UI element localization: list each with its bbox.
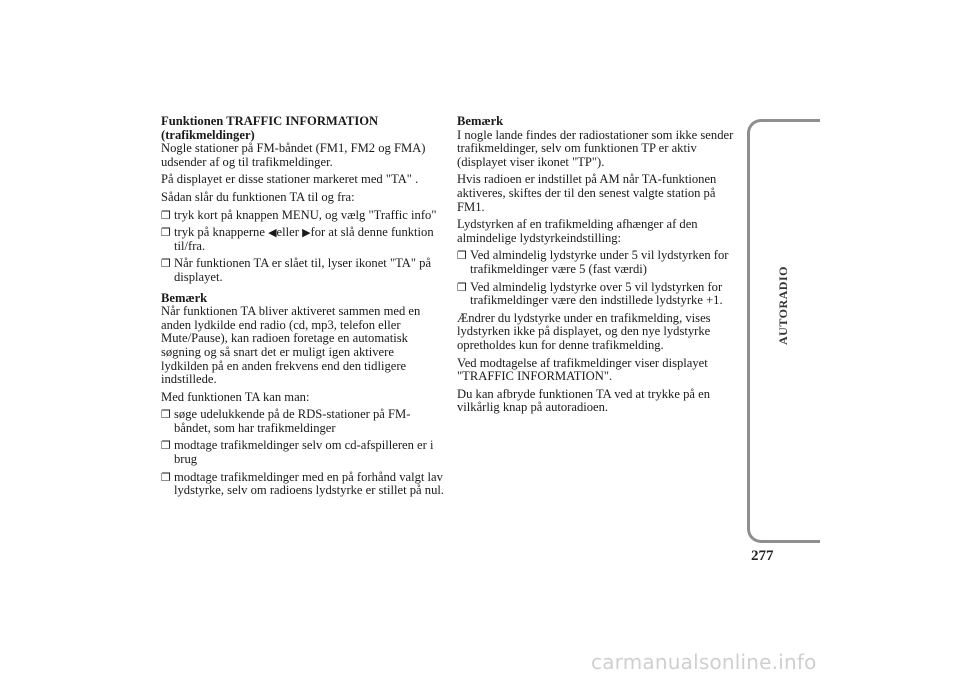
paragraph: Sådan slår du funktionen TA til og fra:	[161, 189, 355, 204]
list-item	[161, 408, 444, 435]
checkbox-bullet-icon: ❐	[161, 408, 171, 422]
page-number: 277	[751, 548, 774, 564]
list-item-text: eller	[276, 225, 299, 240]
left-arrow-icon: ◀	[268, 226, 277, 240]
right-arrow-icon: ▶	[302, 226, 311, 240]
paragraph: I nogle lande findes der radiostationer som ikke sender trafikmeldinger, selv om funktionen TP er aktiv (displayet viser ikonet "TP").	[457, 127, 734, 169]
section-heading: Bemærk	[457, 114, 504, 128]
checkbox-bullet-icon: ❐	[161, 470, 171, 484]
paragraph: Hvis radioen er indstillet på AM når TA-funktionen aktiveres, skiftes der til den senest valgte station på FM1.	[457, 172, 717, 214]
list-item	[161, 439, 444, 466]
checkbox-bullet-icon: ❐	[161, 208, 171, 222]
section-heading: Funktionen TRAFFIC INFORMATION (trafikmeldinger)	[161, 114, 379, 142]
checkbox-bullet-icon: ❐	[457, 249, 467, 263]
list-item	[161, 209, 444, 223]
list-item	[457, 249, 740, 276]
paragraph: Med funktionen TA kan man:	[161, 389, 310, 404]
list-item	[161, 471, 444, 498]
paragraph: Ved modtagelse af trafikmeldinger viser displayet "TRAFFIC INFORMATION".	[457, 355, 708, 384]
list-item	[457, 281, 740, 308]
paragraph: Nogle stationer på FM-båndet (FM1, FM2 og FMA) udsender af og til trafikmeldinger.	[161, 141, 426, 169]
paragraph: Ændrer du lydstyrke under en trafikmelding, vises lydstyrken ikke på displayet, og den nye lydstyrke opretholdes kun for denne trafikmelding.	[457, 310, 711, 352]
list-item	[161, 257, 444, 284]
list-item-text: Ved almindelig lydstyrke under 5 vil lydstyrken for trafikmeldinger være 5 (fast værdi)	[470, 248, 729, 276]
list-item-text: Ved almindelig lydstyrke over 5 vil lydstyrken for trafikmeldinger være den indstillede lydstyrke +1.	[470, 279, 723, 308]
list-item-text: modtage trafikmeldinger med en på forhånd valgt lav lydstyrke, selv om radioens lydstyrke er stillet på nul.	[174, 469, 445, 498]
paragraph: Når funktionen TA bliver aktiveret sammen med en anden lydkilde end radio (cd, mp3, telefon eller Mute/Pause), kan radioen foretage en automatisk søgning og så snart det er muligt igen aktivere lydkilden på en anden frekvens end den tidligere indstillede.	[161, 304, 421, 387]
checkbox-bullet-icon: ❐	[161, 439, 171, 453]
watermark: carmanualsonline.info	[591, 650, 817, 674]
section-heading: Bemærk	[161, 290, 208, 305]
checkbox-bullet-icon: ❐	[161, 226, 171, 240]
list-item-text: tryk kort på knappen MENU, og vælg "Traffic info"	[174, 207, 437, 222]
paragraph: Du kan afbryde funktionen TA ved at trykke på en vilkårlig knap på autoradioen.	[457, 386, 711, 415]
list-item-text: Når funktionen TA er slået til, lyser ikonet "TA" på displayet.	[174, 256, 432, 284]
checkbox-bullet-icon: ❐	[457, 280, 467, 294]
paragraph: På displayet er disse stationer markeret med "TA" .	[161, 172, 419, 187]
paragraph: Lydstyrken af en trafikmelding afhænger af den almindelige lydstyrkeindstilling:	[457, 217, 698, 245]
list-item-text: tryk på knapperne	[174, 225, 265, 240]
list-item	[161, 226, 444, 253]
list-item-text: søge udelukkende på de RDS-stationer på FM-båndet, som har trafikmeldinger	[174, 407, 411, 435]
list-item-text: for at slå denne funktion til/fra.	[174, 225, 434, 253]
list-item-text: modtage trafikmeldinger selv om cd-afspilleren er i brug	[174, 438, 434, 467]
right-column	[457, 115, 740, 419]
checkbox-bullet-icon: ❐	[161, 257, 171, 271]
chapter-label: AUTORADIO	[776, 266, 790, 345]
left-column	[161, 115, 444, 502]
